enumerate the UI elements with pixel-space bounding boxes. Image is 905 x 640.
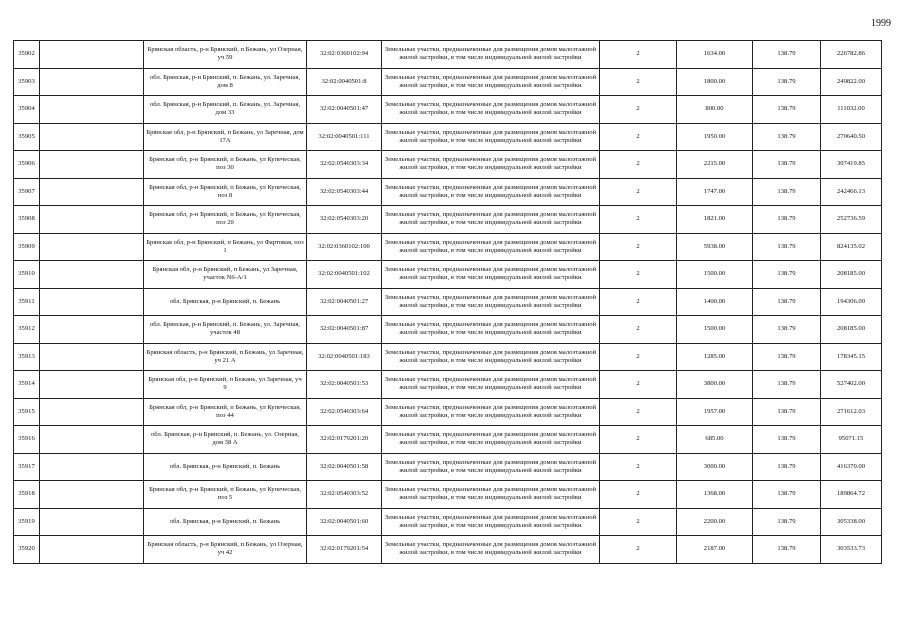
- table-row: [14, 123, 882, 151]
- category-cell: 2: [600, 178, 677, 206]
- category-cell: 2: [600, 316, 677, 344]
- category-cell: 2: [600, 41, 677, 69]
- cadastral-value-cell: 208185.00: [821, 316, 882, 344]
- cadastral-value-cell: 270640.50: [821, 123, 882, 151]
- cadastral-value-cell: 111032.00: [821, 96, 882, 124]
- area-cell: 1634.00: [677, 41, 753, 69]
- cadastral-number-cell: 32:02:0540303:34: [307, 151, 382, 179]
- cadastral-number-cell: 32:02:0040501:58: [307, 453, 382, 481]
- spacer-cell: [40, 453, 144, 481]
- category-cell: 2: [600, 371, 677, 399]
- row-number-cell: 35913: [14, 343, 40, 371]
- cadastral-value-cell: 178345.15: [821, 343, 882, 371]
- permitted-use-cell: Земельные участки, предназначенные для размещения домов малоэтажной жилой застройки, в том числе индивидуальной жилой застройки: [382, 178, 600, 206]
- table-row: [14, 426, 882, 454]
- row-number-cell: 35919: [14, 508, 40, 536]
- category-cell: 2: [600, 426, 677, 454]
- permitted-use-cell: Земельные участки, предназначенные для размещения домов малоэтажной жилой застройки, в том числе индивидуальной жилой застройки: [382, 261, 600, 289]
- table-row: [14, 453, 882, 481]
- address-cell: обл. Брянская, р-н Брянский, п. Бежань, ул. Озерная, дом 38 А: [144, 426, 307, 454]
- address-cell: Брянская обл, р-н Брянский, п Бежань, ул Заречная, дом 17А: [144, 123, 307, 151]
- address-cell: Брянская обл, р-н Брянский, п Бежань, ул Фартовая, поз 1: [144, 233, 307, 261]
- cadastral-number-cell: 32:02:0040501:27: [307, 288, 382, 316]
- category-cell: 2: [600, 233, 677, 261]
- table-row: [14, 508, 882, 536]
- category-cell: 2: [600, 481, 677, 509]
- address-cell: Брянская обл, р-н Брянский, п Бежань, ул Купеческая, поз 44: [144, 398, 307, 426]
- permitted-use-cell: Земельные участки, предназначенные для размещения домов малоэтажной жилой застройки, в том числе индивидуальной жилой застройки: [382, 68, 600, 96]
- permitted-use-cell: Земельные участки, предназначенные для размещения домов малоэтажной жилой застройки, в том числе индивидуальной жилой застройки: [382, 426, 600, 454]
- address-cell: Брянская обл, р-н Брянский, п Бежань, ул Заречная, участок N6-А/1: [144, 261, 307, 289]
- permitted-use-cell: Земельные участки, предназначенные для размещения домов малоэтажной жилой застройки, в том числе индивидуальной жилой застройки: [382, 288, 600, 316]
- spacer-cell: [40, 96, 144, 124]
- cadastral-number-cell: 32:02:0540303:44: [307, 178, 382, 206]
- specific-value-cell: 138.79: [753, 151, 821, 179]
- spacer-cell: [40, 68, 144, 96]
- cadastral-number-cell: 32:02:0040501:47: [307, 96, 382, 124]
- row-number-cell: 35915: [14, 398, 40, 426]
- specific-value-cell: 138.79: [753, 123, 821, 151]
- cadastral-value-cell: 226782.86: [821, 41, 882, 69]
- table-row: [14, 96, 882, 124]
- permitted-use-cell: Земельные участки, предназначенные для размещения домов малоэтажной жилой застройки, в том числе индивидуальной жилой застройки: [382, 371, 600, 399]
- row-number-cell: 35910: [14, 261, 40, 289]
- cadastral-value-cell: 194306.00: [821, 288, 882, 316]
- area-cell: 1821.00: [677, 206, 753, 234]
- cadastral-number-cell: 32:02:0179201:54: [307, 536, 382, 564]
- address-cell: Брянская обл, р-н Брянский, п Бежань, ул Купеческая, поз 8: [144, 178, 307, 206]
- permitted-use-cell: Земельные участки, предназначенные для размещения домов малоэтажной жилой застройки, в том числе индивидуальной жилой застройки: [382, 316, 600, 344]
- category-cell: 2: [600, 343, 677, 371]
- permitted-use-cell: Земельные участки, предназначенные для размещения домов малоэтажной жилой застройки, в том числе индивидуальной жилой застройки: [382, 41, 600, 69]
- address-cell: обл. Брянская, р-н Брянский, п. Бежань: [144, 288, 307, 316]
- category-cell: 2: [600, 398, 677, 426]
- area-cell: 1500.00: [677, 316, 753, 344]
- category-cell: 2: [600, 453, 677, 481]
- permitted-use-cell: Земельные участки, предназначенные для размещения домов малоэтажной жилой застройки, в том числе индивидуальной жилой застройки: [382, 536, 600, 564]
- cadastral-value-cell: 208185.00: [821, 261, 882, 289]
- cadastral-value-cell: 189864.72: [821, 481, 882, 509]
- row-number-cell: 35918: [14, 481, 40, 509]
- table-row: [14, 371, 882, 399]
- cadastral-number-cell: 32:02:0040501:87: [307, 316, 382, 344]
- cadastral-number-cell: 32:02:0040501:183: [307, 343, 382, 371]
- cadastral-number-cell: 32:02:0540303:52: [307, 481, 382, 509]
- specific-value-cell: 138.79: [753, 96, 821, 124]
- area-cell: 1747.00: [677, 178, 753, 206]
- spacer-cell: [40, 481, 144, 509]
- category-cell: 2: [600, 536, 677, 564]
- specific-value-cell: 138.79: [753, 178, 821, 206]
- table-row: [14, 151, 882, 179]
- address-cell: Брянская обл, р-н Брянский, п Бежань, ул Заречная, уч 9: [144, 371, 307, 399]
- cadastral-number-cell: 32:02:0040501:102: [307, 261, 382, 289]
- address-cell: Брянская область, р-н Брянский, п Бежань, ул Озерная, уч 42: [144, 536, 307, 564]
- category-cell: 2: [600, 508, 677, 536]
- row-number-cell: 35904: [14, 96, 40, 124]
- permitted-use-cell: Земельные участки, предназначенные для размещения домов малоэтажной жилой застройки, в том числе индивидуальной жилой застройки: [382, 398, 600, 426]
- permitted-use-cell: Земельные участки, предназначенные для размещения домов малоэтажной жилой застройки, в том числе индивидуальной жилой застройки: [382, 508, 600, 536]
- permitted-use-cell: Земельные участки, предназначенные для размещения домов малоэтажной жилой застройки, в том числе индивидуальной жилой застройки: [382, 453, 600, 481]
- area-cell: 1950.00: [677, 123, 753, 151]
- address-cell: Брянская обл, р-н Брянский, п Бежань, ул Купеческая, поз 20: [144, 206, 307, 234]
- cadastral-value-cell: 303533.73: [821, 536, 882, 564]
- area-cell: 1368.00: [677, 481, 753, 509]
- table-row: [14, 316, 882, 344]
- cadastral-number-cell: 32:02:0540303:64: [307, 398, 382, 426]
- table-row: [14, 261, 882, 289]
- cadastral-value-cell: 252736.59: [821, 206, 882, 234]
- specific-value-cell: 138.79: [753, 288, 821, 316]
- permitted-use-cell: Земельные участки, предназначенные для размещения домов малоэтажной жилой застройки, в том числе индивидуальной жилой застройки: [382, 481, 600, 509]
- table-row: [14, 68, 882, 96]
- area-cell: 1500.00: [677, 261, 753, 289]
- specific-value-cell: 138.79: [753, 206, 821, 234]
- cadastral-number-cell: 32:02:0040501:53: [307, 371, 382, 399]
- specific-value-cell: 138.79: [753, 68, 821, 96]
- address-cell: обл. Брянская, р-н Брянский, п. Бежань: [144, 508, 307, 536]
- category-cell: 2: [600, 68, 677, 96]
- cadastral-number-cell: 32:02:0360102:100: [307, 233, 382, 261]
- area-cell: 1800.00: [677, 68, 753, 96]
- row-number-cell: 35909: [14, 233, 40, 261]
- cadastral-number-cell: 32:02:0040501:60: [307, 508, 382, 536]
- specific-value-cell: 138.79: [753, 398, 821, 426]
- row-number-cell: 35907: [14, 178, 40, 206]
- row-number-cell: 35917: [14, 453, 40, 481]
- specific-value-cell: 138.79: [753, 343, 821, 371]
- address-cell: Брянская область, р-н Брянский, п Бежань, ул Озерная, уч 59: [144, 41, 307, 69]
- row-number-cell: 35920: [14, 536, 40, 564]
- area-cell: 3800.00: [677, 371, 753, 399]
- cadastral-number-cell: 32:02:0540303:20: [307, 206, 382, 234]
- category-cell: 2: [600, 206, 677, 234]
- category-cell: 2: [600, 261, 677, 289]
- specific-value-cell: 138.79: [753, 41, 821, 69]
- row-number-cell: 35912: [14, 316, 40, 344]
- spacer-cell: [40, 178, 144, 206]
- spacer-cell: [40, 371, 144, 399]
- address-cell: обл. Брянская, р-н Брянский, п. Бежань, ул. Заречная, участок 48: [144, 316, 307, 344]
- address-cell: Брянская обл, р-н Брянский, п Бежань, ул Купеческая, поз 30: [144, 151, 307, 179]
- table-row: [14, 398, 882, 426]
- spacer-cell: [40, 206, 144, 234]
- address-cell: обл. Брянская, р-н Брянский, п. Бежань, ул. Заречная, дом 8: [144, 68, 307, 96]
- specific-value-cell: 138.79: [753, 453, 821, 481]
- row-number-cell: 35911: [14, 288, 40, 316]
- area-cell: 5938.00: [677, 233, 753, 261]
- row-number-cell: 35908: [14, 206, 40, 234]
- area-cell: 1957.00: [677, 398, 753, 426]
- spacer-cell: [40, 536, 144, 564]
- cadastral-value-cell: 305338.00: [821, 508, 882, 536]
- row-number-cell: 35902: [14, 41, 40, 69]
- cadastral-number-cell: 32:02:0360102:94: [307, 41, 382, 69]
- row-number-cell: 35916: [14, 426, 40, 454]
- specific-value-cell: 138.79: [753, 481, 821, 509]
- cadastral-value-cell: 271612.03: [821, 398, 882, 426]
- address-cell: Брянская область, р-н Брянский, п Бежань, ул Заречная, уч 21 А: [144, 343, 307, 371]
- permitted-use-cell: Земельные участки, предназначенные для размещения домов малоэтажной жилой застройки, в том числе индивидуальной жилой застройки: [382, 233, 600, 261]
- cadastral-value-cell: 307419.85: [821, 151, 882, 179]
- address-cell: обл. Брянская, р-н Брянский, п. Бежань: [144, 453, 307, 481]
- row-number-cell: 35906: [14, 151, 40, 179]
- table-row: [14, 288, 882, 316]
- spacer-cell: [40, 233, 144, 261]
- table-row: [14, 481, 882, 509]
- specific-value-cell: 138.79: [753, 371, 821, 399]
- cadastral-value-cell: 527402.00: [821, 371, 882, 399]
- area-cell: 1285.00: [677, 343, 753, 371]
- category-cell: 2: [600, 288, 677, 316]
- cadastral-number-cell: 32:02:0179201:20: [307, 426, 382, 454]
- table-row: [14, 178, 882, 206]
- area-cell: 1400.00: [677, 288, 753, 316]
- table-row: [14, 536, 882, 564]
- area-cell: 685.00: [677, 426, 753, 454]
- cadastral-value-cell: 242466.13: [821, 178, 882, 206]
- table-row: [14, 206, 882, 234]
- area-cell: 2200.00: [677, 508, 753, 536]
- spacer-cell: [40, 151, 144, 179]
- area-cell: 3000.00: [677, 453, 753, 481]
- address-cell: обл. Брянская, р-н Брянский, п. Бежань, ул. Заречная, дом 33: [144, 96, 307, 124]
- page-number: 1999: [871, 18, 891, 29]
- row-number-cell: 35905: [14, 123, 40, 151]
- area-cell: 800.00: [677, 96, 753, 124]
- permitted-use-cell: Земельные участки, предназначенные для размещения домов малоэтажной жилой застройки, в том числе индивидуальной жилой застройки: [382, 151, 600, 179]
- table-row: [14, 41, 882, 69]
- category-cell: 2: [600, 151, 677, 179]
- category-cell: 2: [600, 96, 677, 124]
- table-body: [14, 41, 882, 564]
- cadastral-value-cell: 95071.15: [821, 426, 882, 454]
- spacer-cell: [40, 123, 144, 151]
- cadastral-value-cell: 416370.00: [821, 453, 882, 481]
- specific-value-cell: 138.79: [753, 536, 821, 564]
- spacer-cell: [40, 398, 144, 426]
- permitted-use-cell: Земельные участки, предназначенные для размещения домов малоэтажной жилой застройки, в том числе индивидуальной жилой застройки: [382, 96, 600, 124]
- cadastral-number-cell: 32:02:0040501:111: [307, 123, 382, 151]
- address-cell: Брянская обл, р-н Брянский, п Бежань, ул Купеческая, поз 5: [144, 481, 307, 509]
- cadastral-value-cell: 249822.00: [821, 68, 882, 96]
- specific-value-cell: 138.79: [753, 426, 821, 454]
- specific-value-cell: 138.79: [753, 508, 821, 536]
- spacer-cell: [40, 41, 144, 69]
- specific-value-cell: 138.79: [753, 233, 821, 261]
- cadastral-number-cell: 32:02:0040501:8: [307, 68, 382, 96]
- spacer-cell: [40, 288, 144, 316]
- spacer-cell: [40, 316, 144, 344]
- table-row: [14, 343, 882, 371]
- table-row: [14, 233, 882, 261]
- spacer-cell: [40, 261, 144, 289]
- permitted-use-cell: Земельные участки, предназначенные для размещения домов малоэтажной жилой застройки, в том числе индивидуальной жилой застройки: [382, 206, 600, 234]
- permitted-use-cell: Земельные участки, предназначенные для размещения домов малоэтажной жилой застройки, в том числе индивидуальной жилой застройки: [382, 343, 600, 371]
- area-cell: 2215.00: [677, 151, 753, 179]
- spacer-cell: [40, 343, 144, 371]
- row-number-cell: 35914: [14, 371, 40, 399]
- cadastral-value-cell: 824135.02: [821, 233, 882, 261]
- spacer-cell: [40, 508, 144, 536]
- spacer-cell: [40, 426, 144, 454]
- row-number-cell: 35903: [14, 68, 40, 96]
- specific-value-cell: 138.79: [753, 316, 821, 344]
- category-cell: 2: [600, 123, 677, 151]
- permitted-use-cell: Земельные участки, предназначенные для размещения домов малоэтажной жилой застройки, в том числе индивидуальной жилой застройки: [382, 123, 600, 151]
- specific-value-cell: 138.79: [753, 261, 821, 289]
- area-cell: 2187.00: [677, 536, 753, 564]
- cadastral-value-table: [13, 40, 882, 564]
